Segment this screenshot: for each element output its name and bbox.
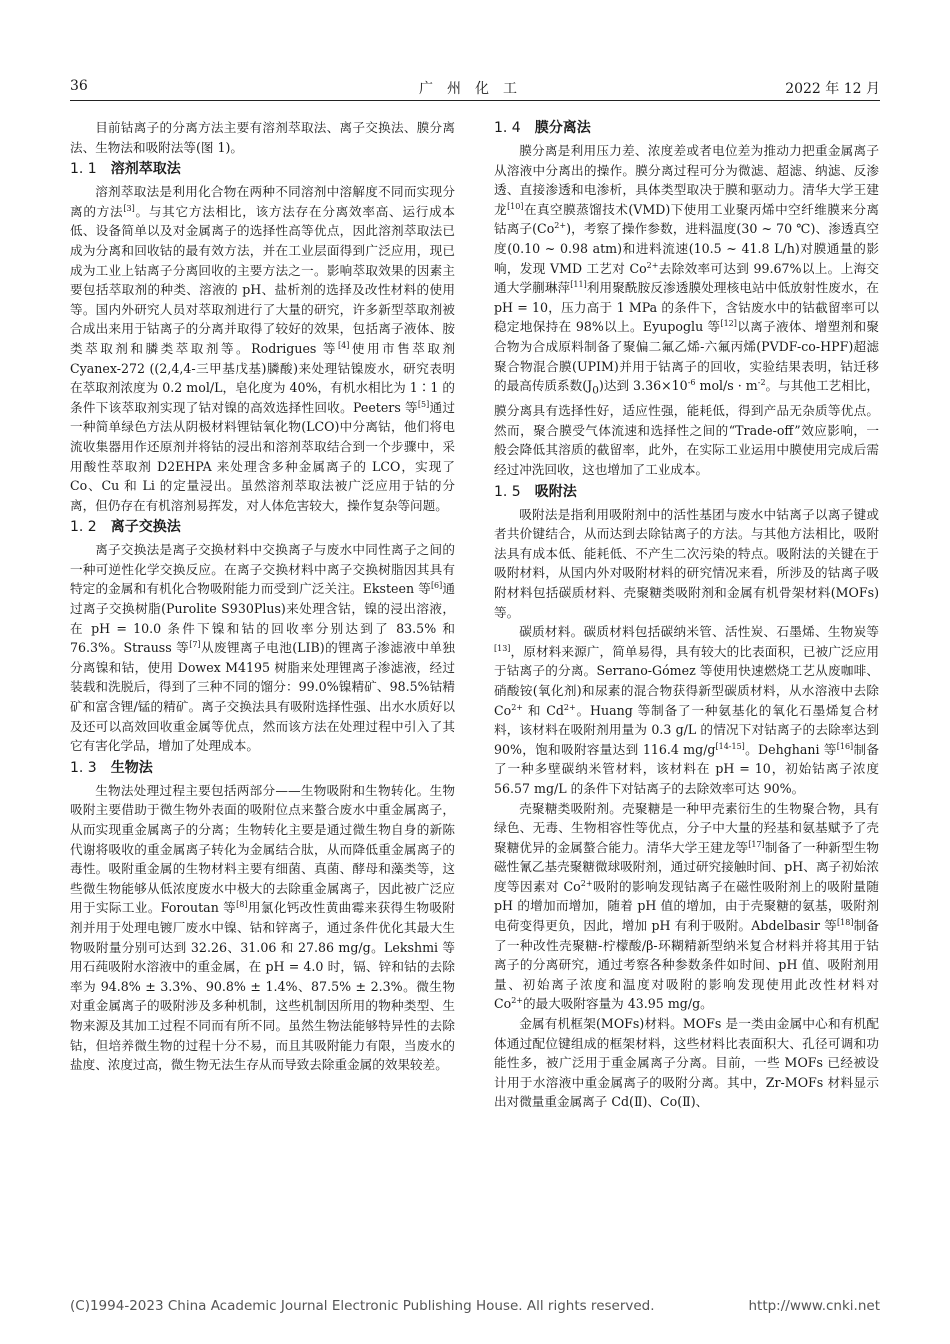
text-run: 去除效率可达到 99.67%以上。上海交通大学蒯琳萍 bbox=[494, 260, 879, 296]
superscript: 2+ bbox=[511, 702, 524, 712]
citation: [12] bbox=[720, 319, 737, 329]
carbon-materials-paragraph bbox=[494, 622, 879, 798]
section-number: 1. 3 bbox=[70, 759, 97, 776]
citation: [7] bbox=[189, 640, 201, 650]
text-run: 。Huang 等制备了一种氨基化的氧化石墨烯复合材料，该材料在吸附剂用量为 0.3 g/L 的情况下对钴离子的去除率达到 90%，饱和吸附容量达到 116.4 mg/g bbox=[494, 702, 879, 757]
superscript: -6 bbox=[687, 377, 696, 387]
citation: [16] bbox=[836, 741, 854, 751]
text-run: 壳聚糖类吸附剂。壳聚糖是一种甲壳素衍生的生物聚合物，具有绿色、无毒、生物相容性等优点，分子中大量的羟基和氨基赋予了壳聚糖优异的金属螯合能力。清华大学王建龙等 bbox=[494, 800, 879, 855]
section-1-2-heading bbox=[70, 517, 455, 538]
citation: [6] bbox=[430, 581, 443, 591]
text-run: )，考察了操作参数，进料温度(30 ~ 70 ℃)、渗透真空度(0.10 ~ 0.98 atm)和进料流速(10.5 ~ 41.8 L/h)对膜通量的影响，发现 VMD 工艺对 Co bbox=[494, 221, 879, 276]
superscript: 2+ bbox=[511, 996, 524, 1006]
text-run: 膜分离是利用压力差、浓度差或者电位差为推动力把重金属离子从溶液中分离出的操作。膜分离过程可分为微滤、超滤、纳滤、反渗透、直接渗透和电渗析，具体类型取决于膜和驱动力。清华大学王建龙 bbox=[494, 143, 879, 217]
adsorption-intro-paragraph: 吸附法是指利用吸附剂中的活性基团与废水中钴离子以离子键或者共价键结合，从而达到去除钴离子的方法。与其他方法相比，吸附法具有成本低、能耗低、不产生二次污染的特点。吸附法的关键在于吸附材料，从国内外对吸附材料的研究情况来看，所涉及的钴离子吸附材料包括碳质材料、壳聚糖类吸附剂和金属有机骨架材料(MOFs)等。 bbox=[494, 506, 879, 620]
footer-url: http://www.cnki.net bbox=[748, 1298, 880, 1314]
citation: [3] bbox=[123, 203, 135, 213]
section-title: 溶剂萃取法 bbox=[110, 161, 181, 178]
page-number: 36 bbox=[70, 78, 88, 94]
text-run: 制备了一种多壁碳纳米管材料，该材料在 pH = 10，初始钴离子浓度 56.57 mg/L 的条件下对钴离子的去除效率可达 90%。 bbox=[494, 741, 879, 796]
citation: [17] bbox=[748, 839, 765, 849]
text-run: )达到 3.36×10 bbox=[598, 378, 688, 394]
text-run: 通过离子交换树脂(Purolite S930Plus)来处理含钴，镍的浸出溶液，在 pH = 10.0 条件下镍和钴的回收率分别达到了 83.5% 和 76.3%。Strauss 等 bbox=[70, 581, 456, 656]
text-run: 制备了一种新型生物磁性氰乙基壳聚糖微球吸附剂，通过研究接触时间、pH、离子初始浓度等因素对 Co bbox=[494, 839, 880, 894]
text-run: 使用市售萃取剂 Cyanex-272 ((2,4,4-三甲基戊基)膦酸)来处理钴镍废水，研究表明在萃取剂浓度为 0.2 mol/L，皂化度为 40%，有机水相比为 1∶1 的条件下该萃取剂实现了钴对镍的高效选择性回收。Peeters 等 bbox=[70, 340, 456, 415]
section-1-4-heading bbox=[494, 118, 879, 139]
text-run: 用氯化钙改性黄曲霉来获得生物吸附剂并用于处理电镀厂废水中镍、钴和锌离子，通过条件优化其最大生物吸附量分别可达到 32.26、31.06 和 27.86 mg/g。Lekshmi 等用石莼吸附水溶液中的重金属，在 pH = 4.0 时，镉、锌和钴的去除率为 94.8% ± 3.3%、90.8% ± 1.4%、87.5% ± 2.3%。微生物对重金属离子的吸附涉及多种机制，这些机制因所用的物种类型、生物来源及其加工过程不同而有所不同。虽然生物法能够特异性的去除钴，但培养微生物的过程十分不易，而且其吸附能力有限，当废水的盐度、浓度过高，微生物无法生存从而导致去除重金属的效果较差。 bbox=[70, 900, 455, 1073]
section-number: 1. 5 bbox=[494, 483, 521, 500]
text-run: 生物法处理过程主要包括两部分——生物吸附和生物转化。生物吸附主要借助于微生物外表面的吸附位点来螯合废水中重金属离子，从而实现重金属离子的分离；生物转化主要是通过微生物自身的新陈代谢将吸收的重金属离子转化为金属结合肽，从而降低重金属离子的毒性。吸附重金属的生物材料主要有细菌、真菌、酵母和藻类等，这些微生物能够从低浓度废水中极大的去除重金属离子，因此被广泛应用于实际工业。Foroutan 等 bbox=[70, 782, 455, 916]
text-run: 。与其他工艺相比，膜分离具有选择性好，适应性强，能耗低，得到产品无杂质等优点。然而，聚合膜受气体流速和选择性之间的“Trade-off”效应影响，一般会降低其溶质的截留率，此外，在实际工业运用中膜使用完成后需经过冲洗回收，这也增加了工业成本。 bbox=[494, 378, 880, 478]
citation: [11] bbox=[570, 279, 587, 289]
text-run: 溶剂萃取法是利用化合物在两种不同溶剂中溶解度不同而实现分离的方法 bbox=[70, 184, 455, 219]
citation: [8] bbox=[236, 900, 248, 910]
membrane-separation-paragraph bbox=[494, 141, 879, 480]
right-column bbox=[494, 118, 879, 1112]
section-number: 1. 1 bbox=[70, 161, 97, 178]
text-run: 以离子液体、增塑剂和聚合物为合成原料制备了聚偏二氟乙烯-六氟丙烯(PVDF-co-HPF)超滤聚合物混合膜(UPIM)并用于钴离子的回收，实验结果表明，钴迁移的最高传质系数(J bbox=[494, 319, 880, 394]
section-1-3-heading bbox=[70, 758, 455, 779]
section-title: 吸附法 bbox=[534, 483, 577, 500]
text-run: 制备了一种改性壳聚糖-柠檬酸/β-环糊精新型纳米复合材料并将其用于钴离子的分离研究，通过考察各种参数条件如时间、pH 值、吸附剂用量、初始离子浓度和温度对吸附的影响发现使用此改性材料对 Co bbox=[494, 918, 879, 1012]
biological-method-paragraph bbox=[70, 781, 455, 1075]
issue-date: 2022 年 12 月 bbox=[785, 81, 880, 97]
journal-title: 广州化工 bbox=[419, 81, 531, 97]
citation: [10] bbox=[507, 201, 524, 211]
text-run: 。Dehghani 等 bbox=[744, 741, 837, 757]
text-run: 从废锂离子电池(LIB)的锂离子渗滤液中单独分离镍和钴，使用 Dowex M4195 树脂来处理锂离子渗滤液，经过装载和洗脱后，得到了三种不同的馏分：99.0%镍精矿、98.5%钴精矿和富含锂/锰的精矿。离子交换法具有吸附选择性强、出水水质好以及还可以高效回收重金属等优点，然而该方法在处理过程中引入了其它有害化学品，增加了处理成本。 bbox=[70, 640, 456, 754]
left-column bbox=[70, 118, 455, 1075]
mofs-paragraph: 金属有机框架(MOFs)材料。MOFs 是一类由金属中心和有机配体通过配位键组成的框架材料，这些材料比表面积大、孔径可调和功能性多，被广泛用于重金属离子分离。目前，一些 MOFs 已经被设计用于水溶液中重金属离子的吸附分离。其中，Zr-MOFs 材料显示出对微量重金属离子 Cd(Ⅱ)、Co(Ⅱ)、 bbox=[494, 1016, 879, 1110]
citation: [4] bbox=[338, 340, 350, 350]
section-number: 1. 2 bbox=[70, 519, 97, 536]
text-run: 在真空膜蒸馏技术(VMD)下使用工业聚丙烯中空纤维膜来分离钴离子(Co bbox=[494, 201, 880, 237]
section-1-1-heading bbox=[70, 159, 455, 180]
section-title: 膜分离法 bbox=[534, 120, 591, 136]
citation: [5] bbox=[417, 399, 430, 409]
text-run: 。与其它方法相比，该方法存在分离效率高、运行成本低、设备简单以及对金属离子的选择性高等优点，因此溶剂萃取法已成为分离和回收钴的最有效方法，并在工业层面得到广泛应用，现已成为工业上钴离子分离回收的主要方法之一。影响萃取效果的因素主要包括萃取剂的种类、溶液的 pH、盐析剂的选择及改性材料的使用等。国内外研究人员对萃取剂进行了大量的研究，许多新型萃取剂被合成出来用于钴离子的分离并取得了较好的效果，包括离子液体、胺类萃取剂和膦类萃取剂等。Rodrigues 等 bbox=[70, 203, 456, 356]
page-header bbox=[70, 76, 880, 101]
copyright-notice: (C)1994-2023 China Academic Journal Electronic Publishing House. All rights reserved. bbox=[70, 1298, 655, 1314]
citation: [14-15] bbox=[715, 741, 745, 751]
citation: [13] bbox=[494, 643, 511, 653]
subscript: 0 bbox=[592, 384, 599, 397]
text-run: 利用聚酰胺反渗透膜处理核电站中低放射性废水，在 pH = 10，压力高于 1 MPa 的条件下，含钴废水中的钴截留率可以稳定地保持在 98%以上。Eyupoglu 等 bbox=[494, 280, 880, 335]
ion-exchange-paragraph bbox=[70, 540, 455, 756]
section-1-5-heading bbox=[494, 482, 879, 503]
superscript: -2 bbox=[757, 377, 766, 387]
chitosan-paragraph bbox=[494, 799, 879, 1015]
section-title: 生物法 bbox=[110, 759, 153, 776]
superscript: 2+ bbox=[580, 878, 593, 888]
citation: [18] bbox=[837, 917, 854, 927]
text-run: 吸附的影响发现钴离子在磁性吸附剂上的吸附量随 pH 的增加而增加，随着 pH 值的增加，由于壳聚糖的氨基，吸附剂电荷变得更负，因此，增加 pH 有利于吸附。Abdelbasir 等 bbox=[494, 878, 879, 934]
superscript: 2+ bbox=[646, 260, 659, 270]
text-run: 的最大吸附容量为 43.95 mg/g。 bbox=[523, 996, 713, 1012]
intro-paragraph: 目前钴离子的分离方法主要有溶剂萃取法、离子交换法、膜分离法、生物法和吸附法等(图 1)。 bbox=[70, 120, 455, 155]
section-title: 离子交换法 bbox=[110, 519, 181, 536]
text-run: 通过一种简单绿色方法从阴极材料锂钴氧化物(LCO)中分离钴，他们将电流收集器用作还原剂并将钴的浸出和溶剂萃取结合到一个步骤中，采用酸性萃取剂 D2EHPA 来处理含多种金属离子的 LCO，实现了 Co、Cu 和 Li 的定量浸出。虽然溶剂萃取法被广泛应用于钴的分离，但仍存在有机溶剂易挥发，对人体危害较大，操作复杂等问题。 bbox=[70, 399, 455, 513]
text-run: 和 Cd bbox=[523, 702, 564, 718]
text-run: ，原材料来源广，简单易得，具有较大的比表面积，已被广泛应用于钴离子的分离。Serrano-Gómez 等使用快速燃烧工艺从废咖啡、硝酸铵(氧化剂)和尿素的混合物获得新型碳质材料，从水溶液中去除 Co bbox=[494, 643, 879, 718]
text-run: mol/s · m bbox=[695, 378, 758, 394]
solvent-extraction-paragraph bbox=[70, 182, 455, 515]
section-number: 1. 4 bbox=[494, 120, 521, 136]
text-run: 离子交换法是离子交换材料中交换离子与废水中同性离子之间的一种可逆性化学交换反应。在离子交换材料中离子交换树脂因其具有特定的金属和有机化合物吸附能力而受到广泛关注。Eksteen 等 bbox=[70, 542, 455, 597]
text-run: 碳质材料。碳质材料包括碳纳米管、活性炭、石墨烯、生物炭等 bbox=[519, 624, 879, 640]
superscript: 2+ bbox=[563, 702, 576, 712]
superscript: 2+ bbox=[554, 221, 567, 231]
